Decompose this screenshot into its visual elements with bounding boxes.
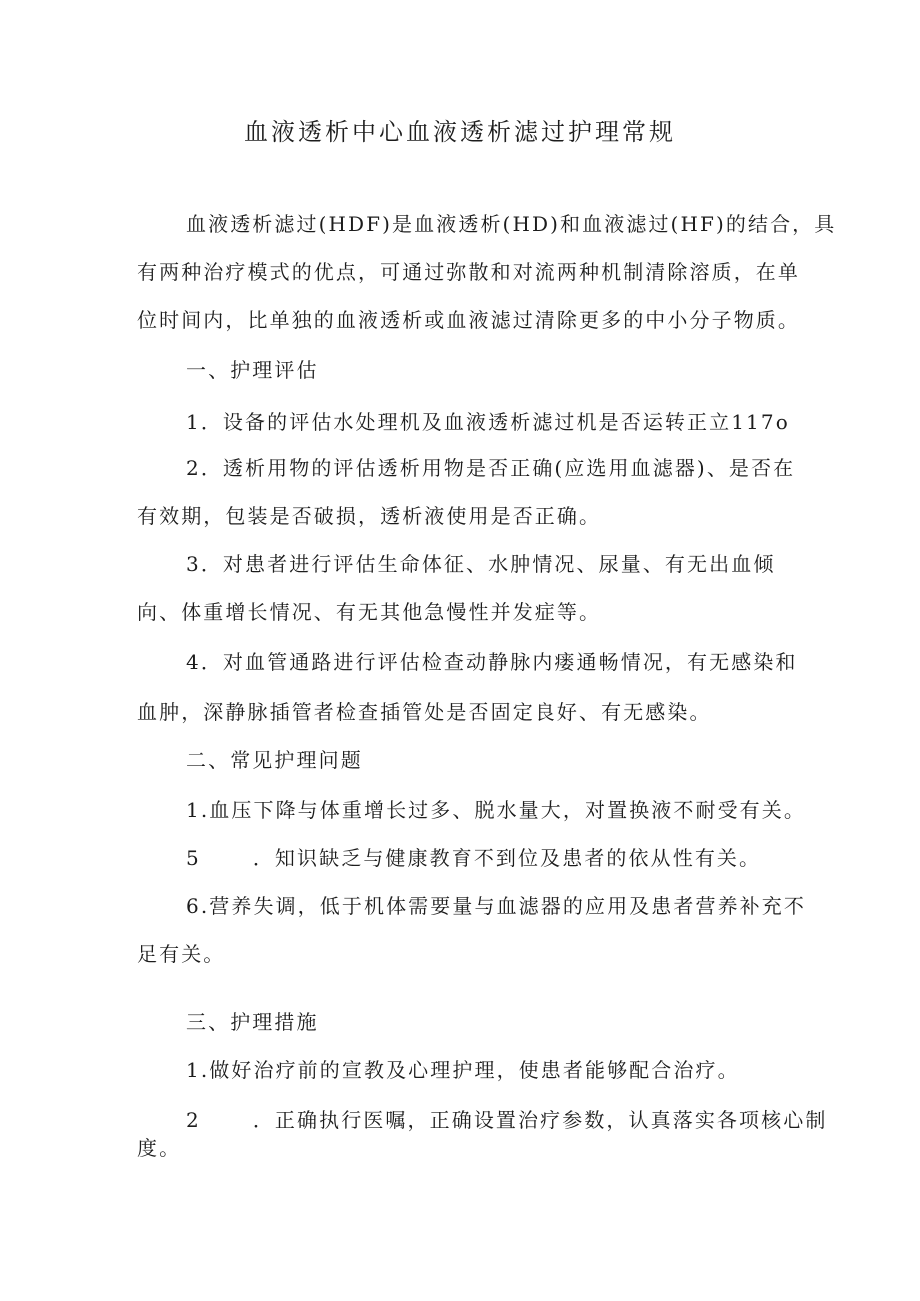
section-3-item-1: 1.做好治疗前的宣教及心理护理，使患者能够配合治疗。 bbox=[186, 1058, 740, 1082]
section-2-item-1: 1.血压下降与体重增长过多、脱水量大，对置换液不耐受有关。 bbox=[186, 798, 806, 822]
section-3-item-2-line-1 bbox=[186, 1106, 827, 1134]
section-1-item-2-line-1: 2．透析用物的评估透析用物是否正确(应选用血滤器)、是否在 bbox=[186, 456, 796, 480]
section-1-item-4-line-1: 4．对血管通路进行评估检查动静脉内瘘通畅情况，有无感染和 bbox=[186, 650, 798, 674]
intro-line-3: 位时间内，比单独的血液透析或血液滤过清除更多的中小分子物质。 bbox=[137, 308, 800, 332]
section-1-item-3-line-2: 向、体重增长情况、有无其他急慢性并发症等。 bbox=[137, 600, 602, 624]
intro-line-1: 血液透析滤过(HDF)是血液透析(HD)和血液滤过(HF)的结合，具 bbox=[186, 212, 837, 236]
section-2-item-6-line-2: 足有关。 bbox=[137, 942, 226, 966]
section-3-heading: 三、护理措施 bbox=[186, 1010, 319, 1034]
section-1-item-1: 1．设备的评估水处理机及血液透析滤过机是否运转正立117o bbox=[186, 410, 790, 434]
section-3-item-2-text: ．正确执行医嘱，正确设置治疗参数，认真落实各项核心制 bbox=[252, 1108, 828, 1132]
section-2-item-5 bbox=[186, 844, 761, 872]
section-2-item-5-number: 5 bbox=[186, 846, 201, 870]
section-3-item-2-line-2: 度。 bbox=[137, 1136, 182, 1160]
section-1-item-3-line-1: 3．对患者进行评估生命体征、水肿情况、尿量、有无出血倾 bbox=[186, 552, 776, 576]
section-1-item-4-line-2: 血肿，深静脉插管者检查插管处是否固定良好、有无感染。 bbox=[137, 700, 712, 724]
section-2-heading: 二、常见护理问题 bbox=[186, 748, 363, 772]
section-2-item-6-line-1: 6.营养失调，低于机体需要量与血滤器的应用及患者营养补充不 bbox=[186, 894, 806, 918]
section-1-heading: 一、护理评估 bbox=[186, 358, 319, 382]
section-2-item-5-text: ．知识缺乏与健康教育不到位及患者的依从性有关。 bbox=[252, 846, 762, 870]
intro-line-2: 有两种治疗模式的优点，可通过弥散和对流两种机制清除溶质，在单 bbox=[137, 260, 800, 284]
section-3-item-2-number: 2 bbox=[186, 1108, 201, 1132]
section-1-item-2-line-2: 有效期，包装是否破损，透析液使用是否正确。 bbox=[137, 504, 602, 528]
document-title: 血液透析中心血液透析滤过护理常规 bbox=[244, 118, 676, 146]
